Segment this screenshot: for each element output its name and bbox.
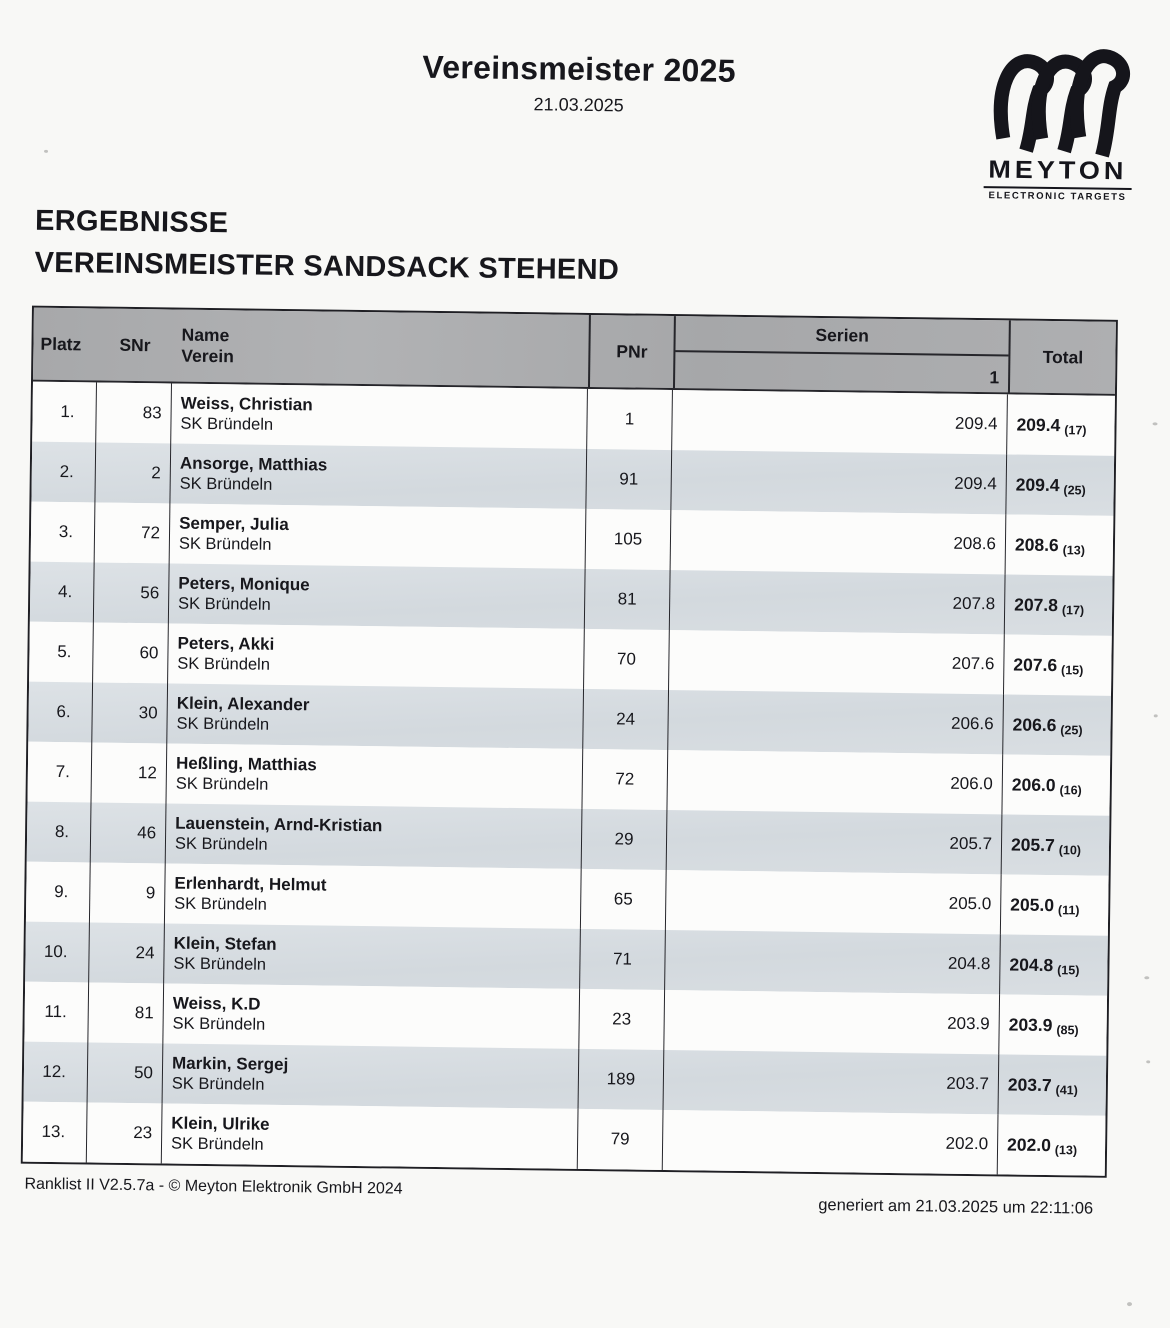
shooter-name: Semper, Julia	[179, 513, 289, 534]
name-cell	[170, 443, 587, 508]
shooter-number-cell: 23	[87, 1102, 163, 1163]
shooter-number-cell: 12	[91, 742, 167, 803]
column-header-name-verein	[172, 310, 589, 387]
series-value-cell: 206.6	[668, 690, 1004, 754]
total-shots-count: (41)	[1055, 1083, 1078, 1098]
club-name: SK Bründeln	[179, 474, 273, 494]
rank-cell: 9.	[26, 862, 91, 923]
pnr-cell: 81	[585, 569, 671, 630]
shooter-name: Lauenstein, Arnd-Kristian	[175, 813, 383, 835]
pnr-cell: 70	[584, 629, 670, 690]
pnr-cell: 79	[578, 1109, 664, 1170]
total-shots-count: (25)	[1060, 723, 1083, 738]
column-header-serie-1: 1	[989, 367, 1000, 388]
results-heading: ERGEBNISSE	[34, 204, 229, 240]
column-header-pnr: PNr	[588, 315, 674, 388]
shooter-number-cell: 60	[93, 622, 169, 683]
shooter-number-cell: 30	[92, 682, 168, 743]
pnr-cell: 91	[586, 449, 672, 510]
column-header-serien	[673, 316, 1009, 392]
club-name: SK Bründeln	[180, 414, 274, 434]
meyton-monogram-icon	[983, 40, 1135, 160]
logo-brand-text: MEYTON	[988, 155, 1128, 185]
total-cell	[1005, 574, 1113, 635]
total-cell	[1002, 814, 1110, 875]
name-cell	[163, 983, 580, 1048]
total-value: 207.6	[1013, 654, 1058, 675]
series-value-cell: 205.7	[667, 810, 1003, 874]
total-cell	[1006, 514, 1114, 575]
page-title: Vereinsmeister 2025	[422, 48, 737, 89]
rank-cell: 6.	[28, 682, 93, 743]
rank-cell: 11.	[24, 982, 89, 1043]
footer-generated: generiert am 21.03.2025 um 22:11:06	[818, 1196, 1094, 1218]
shooter-name: Weiss, Christian	[180, 393, 313, 414]
name-cell	[162, 1103, 579, 1168]
shooter-number-cell: 9	[90, 862, 166, 923]
shooter-number-cell: 56	[94, 563, 170, 624]
name-cell	[171, 383, 588, 448]
pnr-cell: 189	[579, 1049, 665, 1110]
total-shots-count: (11)	[1057, 903, 1080, 918]
shooter-name: Ansorge, Matthias	[179, 453, 328, 475]
total-value: 203.9	[1008, 1014, 1053, 1035]
shooter-name: Heßling, Matthias	[175, 753, 317, 774]
shooter-name: Markin, Sergej	[171, 1053, 289, 1074]
club-name: SK Bründeln	[176, 714, 270, 734]
footer-version: Ranklist II V2.5.7a - © Meyton Elektronik GmbH 2024	[24, 1175, 403, 1198]
total-cell	[1007, 394, 1115, 455]
shooter-name: Klein, Stefan	[173, 933, 277, 954]
total-shots-count: (25)	[1063, 483, 1086, 498]
rank-cell: 5.	[29, 622, 94, 683]
scan-speck	[1146, 1060, 1150, 1063]
name-cell	[166, 803, 583, 868]
name-cell	[168, 623, 585, 688]
column-header-platz: Platz	[40, 333, 82, 354]
rank-cell: 4.	[30, 562, 95, 623]
results-table	[21, 306, 1118, 1178]
club-name: SK Bründeln	[178, 534, 272, 554]
scan-speck	[1127, 1302, 1132, 1306]
meyton-logo	[979, 40, 1137, 203]
total-shots-count: (10)	[1058, 843, 1082, 858]
series-value-cell: 204.8	[665, 930, 1001, 994]
total-shots-count: (85)	[1056, 1023, 1079, 1038]
series-value-cell: 202.0	[663, 1110, 999, 1174]
rank-cell: 2.	[31, 442, 96, 503]
total-value: 207.8	[1014, 594, 1059, 615]
club-name: SK Bründeln	[177, 654, 271, 674]
total-value: 204.8	[1009, 954, 1054, 975]
total-shots-count: (15)	[1061, 663, 1084, 678]
series-value-cell: 205.0	[666, 870, 1002, 934]
name-cell	[166, 743, 583, 808]
pnr-cell: 72	[582, 749, 668, 810]
scan-speck	[1154, 714, 1158, 717]
column-header-name: Name	[181, 324, 230, 346]
total-value: 208.6	[1014, 534, 1059, 555]
table-header-row	[33, 308, 1116, 396]
headings-block	[34, 200, 620, 292]
series-value-cell: 207.8	[670, 570, 1006, 634]
total-cell	[998, 1114, 1106, 1175]
pnr-cell: 29	[582, 809, 668, 870]
shooter-name: Peters, Monique	[178, 573, 310, 594]
series-value-cell: 209.4	[672, 390, 1008, 454]
rank-cell: 7.	[28, 742, 93, 803]
series-value-cell: 209.4	[671, 450, 1007, 514]
shooter-name: Erlenhardt, Helmut	[174, 873, 327, 895]
series-value-cell: 203.9	[664, 990, 1000, 1054]
total-value: 205.0	[1010, 894, 1055, 915]
rank-cell: 8.	[27, 802, 92, 863]
shooter-number-cell: 72	[95, 503, 171, 564]
total-cell	[1003, 694, 1111, 755]
total-value: 209.4	[1015, 474, 1060, 495]
shooter-name: Klein, Ulrike	[171, 1113, 270, 1134]
total-value: 209.4	[1016, 414, 1061, 435]
pnr-cell: 23	[579, 989, 665, 1050]
total-cell	[1001, 874, 1109, 935]
total-cell	[999, 994, 1107, 1055]
total-value: 203.7	[1007, 1074, 1052, 1095]
total-shots-count: (13)	[1054, 1143, 1078, 1158]
total-shots-count: (13)	[1062, 543, 1086, 558]
shooter-number-cell: 50	[88, 1042, 164, 1103]
logo-tagline-text: ELECTRONIC TARGETS	[983, 186, 1131, 203]
total-value: 206.6	[1012, 714, 1057, 735]
shooter-name: Peters, Akki	[177, 633, 275, 654]
total-shots-count: (17)	[1061, 603, 1085, 618]
column-header-total: Total	[1008, 320, 1116, 393]
event-heading: VEREINSMEISTER SANDSACK STEHEND	[34, 246, 620, 287]
total-shots-count: (15)	[1057, 963, 1080, 978]
total-value: 206.0	[1011, 774, 1056, 795]
name-cell	[167, 683, 584, 748]
scan-speck	[1144, 976, 1149, 979]
rank-cell: 1.	[32, 382, 97, 443]
column-header-verein: Verein	[181, 345, 235, 367]
table-row	[23, 1102, 1106, 1176]
name-cell	[170, 503, 587, 568]
pnr-cell: 1	[587, 389, 673, 450]
club-name: SK Bründeln	[173, 954, 267, 974]
shooter-number-cell: 83	[96, 383, 172, 444]
table-body	[23, 382, 1115, 1176]
name-cell	[169, 563, 586, 628]
total-value: 202.0	[1006, 1133, 1052, 1155]
rank-cell: 13.	[23, 1102, 88, 1163]
scan-speck	[1153, 422, 1158, 425]
total-shots-count: (17)	[1064, 423, 1087, 438]
club-name: SK Bründeln	[171, 1074, 265, 1094]
shooter-number-cell: 46	[91, 802, 167, 863]
name-cell	[164, 923, 581, 988]
pnr-cell: 24	[583, 689, 669, 750]
total-cell	[1000, 934, 1108, 995]
series-value-cell: 207.6	[669, 630, 1005, 694]
rank-cell: 10.	[25, 922, 90, 983]
series-value-cell: 203.7	[664, 1050, 1000, 1114]
club-name: SK Bründeln	[170, 1134, 264, 1154]
shooter-number-cell: 81	[88, 982, 164, 1043]
club-name: SK Bründeln	[172, 1014, 266, 1034]
shooter-name: Weiss, K.D	[172, 993, 261, 1014]
shooter-number-cell: 24	[89, 922, 165, 983]
scan-speck	[44, 150, 48, 153]
shooter-number-cell: 2	[95, 443, 171, 504]
club-name: SK Bründeln	[174, 894, 267, 914]
total-shots-count: (16)	[1059, 783, 1082, 798]
series-value-cell: 206.0	[667, 750, 1003, 814]
club-name: SK Bründeln	[177, 594, 271, 614]
pnr-cell: 105	[586, 509, 672, 570]
total-cell	[1002, 754, 1110, 815]
name-cell	[163, 1043, 580, 1108]
total-cell	[1004, 634, 1112, 695]
total-cell	[1006, 454, 1114, 515]
page-date: 21.03.2025	[533, 94, 624, 116]
shooter-name: Klein, Alexander	[176, 693, 310, 714]
column-header-serien-label: Serien	[675, 316, 1008, 356]
club-name: SK Bründeln	[175, 774, 269, 794]
club-name: SK Bründeln	[174, 834, 268, 854]
series-value-cell: 208.6	[671, 510, 1007, 574]
column-header-snr: SNr	[119, 334, 151, 355]
total-value: 205.7	[1010, 834, 1055, 855]
name-cell	[165, 863, 582, 928]
total-cell	[998, 1054, 1106, 1115]
pnr-cell: 65	[581, 869, 667, 930]
rank-cell: 12.	[24, 1042, 89, 1103]
pnr-cell: 71	[580, 929, 666, 990]
rank-cell: 3.	[31, 502, 96, 563]
